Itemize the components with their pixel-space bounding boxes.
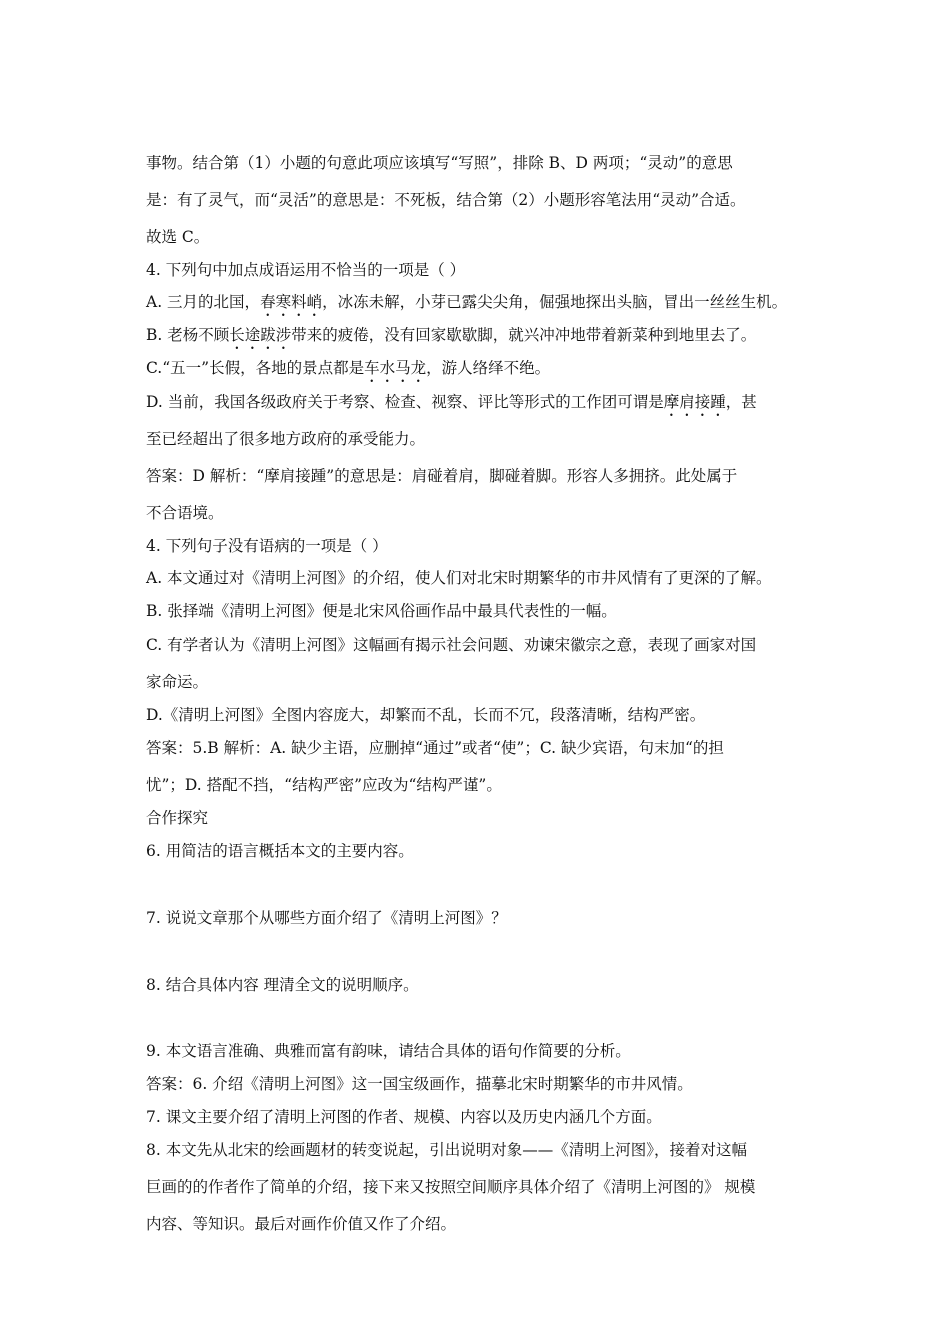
answer-8-continued: 内容、等知识。最后对画作价值又作了介绍。 [146,1215,457,1233]
dotted-idiom: 长途跋涉 [229,326,292,344]
option-b: B. 老杨不顾长途跋涉带来的疲倦，没有回家歇歇脚，就兴冲冲地带着新菜种到地里去了。 [146,326,757,344]
answer-text-line: 是：有了灵气，而“灵活”的意思是：不死板，结合第（2）小题形容笔法用“灵动”合适。 [146,191,746,209]
dotted-idiom: 车水马龙 [364,359,427,377]
answer-line: 答案：D 解析：“摩肩接踵”的意思是：肩碰着肩，脚碰着脚。形容人多拥挤。此处属于 [146,467,738,485]
answer-text-line: 故选 C。 [146,228,210,246]
dotted-idiom: 春寒料峭 [260,293,323,311]
option-a: A. 三月的北国，春寒料峭，冰冻未解，小芽已露尖尖角，倔强地探出头脑，冒出一丝丝生机。 [146,293,788,311]
question-7: 7. 说说文章那个从哪些方面介绍了《清明上河图》？ [146,909,507,927]
question-4-stem: 4. 下列句中加点成语运用不恰当的一项是（ ） [146,261,466,279]
option-d-continued: 至已经超出了很多地方政府的承受能力。 [146,430,426,448]
option-c-continued: 家命运。 [146,673,209,691]
option-c: C.“五一”长假，各地的景点都是车水马龙，游人络绎不绝。 [146,359,551,377]
option-c: C. 有学者认为《清明上河图》这幅画有揭示社会问题、劝谏宋徽宗之意，表现了画家对国 [146,636,757,654]
question-8: 8. 结合具体内容 理清全文的说明顺序。 [146,976,419,994]
option-a: A. 本文通过对《清明上河图》的介绍，使人们对北宋时期繁华的市井风情有了更深的了解。 [146,569,772,587]
question-9: 9. 本文语言准确、典雅而富有韵味，请结合具体的语句作简要的分析。 [146,1042,631,1060]
question-4b-stem: 4. 下列句子没有语病的一项是（ ） [146,537,388,555]
answer-8-continued: 巨画的的作者作了简单的介绍，接下来又按照空间顺序具体介绍了《清明上河图的》 规模 [146,1178,756,1196]
option-b: B. 张择端《清明上河图》便是北宋风俗画作品中最具代表性的一幅。 [146,602,617,620]
question-6: 6. 用简洁的语言概括本文的主要内容。 [146,842,414,860]
answer-7: 7. 课文主要介绍了清明上河图的作者、规模、内容以及历史内涵几个方面。 [146,1108,662,1126]
answer-line: 答案：5.B 解析：A. 缺少主语，应删掉“通过”或者“使”；C. 缺少宾语，句末加“的担 [146,739,724,757]
answer-6: 答案：6. 介绍《清明上河图》这一国宝级画作，描摹北宋时期繁华的市井风情。 [146,1075,693,1093]
answer-line: 忧”；D. 搭配不挡，“结构严密”应改为“结构严谨”。 [146,776,502,794]
dotted-idiom: 摩肩接踵 [663,393,726,411]
answer-line: 不合语境。 [146,504,224,522]
answer-8: 8. 本文先从北宋的绘画题材的转变说起，引出说明对象——《清明上河图》，接着对这幅 [146,1141,747,1159]
option-d: D.《清明上河图》全图内容庞大，却繁而不乱，长而不冗，段落清晰，结构严密。 [146,706,706,724]
option-d: D. 当前，我国各级政府关于考察、检查、视察、评比等形式的工作团可谓是摩肩接踵，甚 [146,393,757,411]
answer-text-line: 事物。结合第（1）小题的句意此项应该填写“写照”，排除 B、D 两项；“灵动”的意思 [146,154,733,172]
section-heading: 合作探究 [146,809,209,827]
